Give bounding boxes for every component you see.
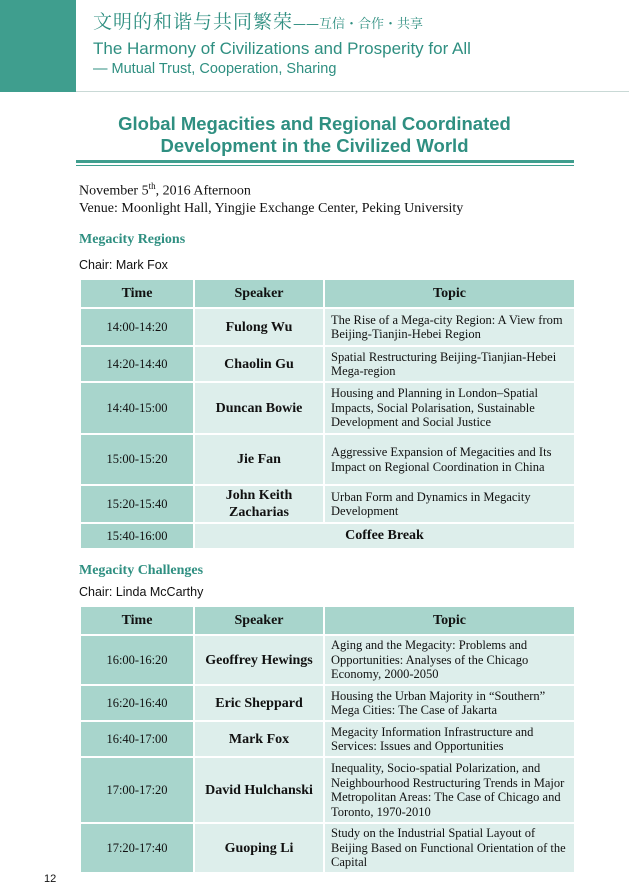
row-topic: Aging and the Megacity: Problems and Opportunities: Analyses of the Chicago Economy, 2000-2050 [325,636,574,684]
row-speaker: Eric Sheppard [195,686,323,720]
date-prefix: November 5 [79,183,149,199]
row-topic: Housing the Urban Majority in “Southern” Mega Cities: The Case of Jakarta [325,686,574,720]
col-header-time: Time [81,607,193,634]
row-time: 14:40-15:00 [81,383,193,433]
col-header-time: Time [81,280,193,307]
row-time: 15:00-15:20 [81,435,193,484]
header-en-title: The Harmony of Civilizations and Prosperity for All [93,39,471,58]
row-speaker: John Keith Zacharias [195,486,323,522]
row-topic: Urban Form and Dynamics in Megacity Development [325,486,574,522]
chair-regions: Chair: Mark Fox [79,258,168,272]
row-speaker: Chaolin Gu [195,347,323,381]
row-time: 16:00-16:20 [81,636,193,684]
chair-challenges: Chair: Linda McCarthy [79,585,204,599]
session-meta [79,178,463,217]
row-speaker: Fulong Wu [195,309,323,345]
break-time: 15:40-16:00 [81,524,193,548]
title-divider-thin [76,165,574,166]
header-cn-main: 文明的和谐与共同繁荣 [93,11,294,33]
row-time: 14:00-14:20 [81,309,193,345]
session-title-line2: Development in the Civilized World [160,135,469,156]
table-row [81,435,574,484]
row-time: 14:20-14:40 [81,347,193,381]
table-row-break [81,524,574,548]
section-title-regions: Megacity Regions [79,232,186,247]
col-header-topic: Topic [325,280,574,307]
header-en-subtitle: — Mutual Trust, Cooperation, Sharing [93,61,337,77]
row-topic: Inequality, Socio-spatial Polarization, and Neighbourhood Restructuring Trends in Major Metropolitan Areas: The Case of Chicago and Toronto, 1970-2010 [325,758,574,822]
table-row [81,486,574,522]
session-title [0,113,629,157]
row-time: 17:00-17:20 [81,758,193,822]
session-date [79,178,463,200]
date-ordinal: th [148,181,156,191]
header-text [93,0,471,77]
table-row [81,347,574,381]
session-venue: Venue: Moonlight Hall, Yingjie Exchange Center, Peking University [79,200,464,216]
row-speaker: Duncan Bowie [195,383,323,433]
row-topic: Study on the Industrial Spatial Layout of Beijing Based on Functional Orientation of the Capital [325,824,574,872]
section-title-challenges: Megacity Challenges [79,563,204,578]
row-time: 15:20-15:40 [81,486,193,522]
coffee-break-label: Coffee Break [195,524,574,548]
row-speaker: David Hulchanski [195,758,323,822]
header-accent-bar [0,0,76,92]
row-time: 17:20-17:40 [81,824,193,872]
table-row [81,686,574,720]
table-row [81,722,574,756]
table-row [81,636,574,684]
col-header-speaker: Speaker [195,280,323,307]
row-speaker: Geoffrey Hewings [195,636,323,684]
table-row [81,309,574,345]
row-speaker: Jie Fan [195,435,323,484]
table-header-row [81,607,574,634]
row-topic: Spatial Restructuring Beijing-Tianjian-Hebei Mega-region [325,347,574,381]
table-row [81,824,574,872]
date-suffix: , 2016 Afternoon [155,183,251,199]
row-topic: Housing and Planning in London–Spatial Impacts, Social Polarisation, Sustainable Development and Social Justice [325,383,574,433]
header-cn-title [93,7,471,34]
row-topic: Megacity Information Infrastructure and Services: Issues and Opportunities [325,722,574,756]
schedule-table-challenges [79,605,576,874]
row-speaker: Mark Fox [195,722,323,756]
row-time: 16:20-16:40 [81,686,193,720]
col-header-speaker: Speaker [195,607,323,634]
table-row [81,383,574,433]
title-divider-thick [76,160,574,163]
row-time: 16:40-17:00 [81,722,193,756]
page-number: 12 [44,873,57,885]
page-header [0,0,629,92]
col-header-topic: Topic [325,607,574,634]
row-topic: Aggressive Expansion of Megacities and Its Impact on Regional Coordination in China [325,435,574,484]
row-topic: The Rise of a Mega-city Region: A View from Beijing-Tianjin-Hebei Region [325,309,574,345]
row-speaker: Guoping Li [195,824,323,872]
table-header-row [81,280,574,307]
header-cn-subtitle: ——互信・合作・共享 [293,17,424,32]
table-row [81,758,574,822]
header-divider [76,91,629,92]
session-title-line1: Global Megacities and Regional Coordinated [118,113,511,134]
schedule-table-regions [79,278,576,550]
